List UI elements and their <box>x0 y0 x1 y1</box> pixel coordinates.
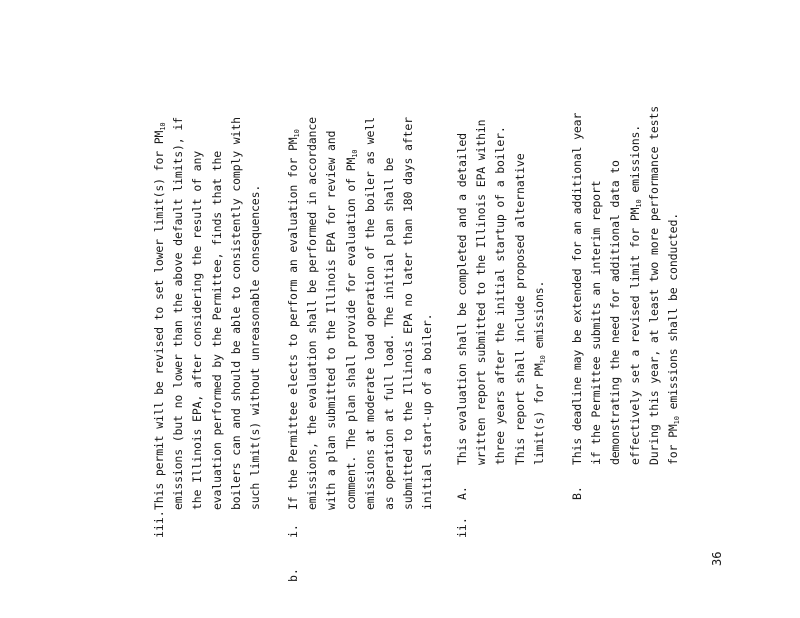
item-label-iii: iii. <box>152 510 166 538</box>
text-line: written report submitted to the Illinois EPA within <box>474 119 489 465</box>
page-number: 36 <box>710 551 724 566</box>
paragraph-ii-B <box>568 106 683 465</box>
text-line: emissions at moderate load operation of the boiler as well <box>362 117 377 510</box>
text-line: This deadline may be extended for an additional year <box>570 112 584 465</box>
item-label-b-i: i. <box>286 524 300 538</box>
text-line: the Illinois EPA, after considering the result of any <box>190 150 205 510</box>
item-label-B: B. <box>570 486 584 500</box>
text-line: emissions, the evaluation shall be performed in accordance <box>305 117 320 510</box>
text-line: if the Permittee submits an interim report <box>589 180 604 465</box>
text-line: evaluation performed by the Permittee, finds that the <box>209 150 224 510</box>
item-label-b: b. <box>286 568 300 582</box>
text-line: for $PM_{10}$ emissions shall be conducted. <box>666 212 682 465</box>
text-line: This evaluation shall be completed and a detailed <box>455 133 469 465</box>
text-line: limit(s) for $PM_{10}$ emissions. <box>531 280 547 465</box>
text-line: comment. The plan shall provide for evaluation of $PM_{10}$ <box>343 149 359 510</box>
text-line: initial start-up of a boiler. <box>420 313 435 510</box>
paragraph-iii <box>150 117 265 510</box>
text-line: as operation at full load. The initial plan shall be <box>382 157 397 510</box>
item-label-ii: ii. <box>455 517 469 538</box>
paragraph-b-i <box>284 117 438 510</box>
text-line: During this year, at least two more performance tests <box>646 105 661 465</box>
text-line: demonstrating the need for additional data to <box>608 160 623 465</box>
text-line: submitted to the Illinois EPA no later than 180 days after <box>401 117 416 510</box>
text-line: three years after the initial startup of a boiler. <box>493 126 508 465</box>
rotated-text-block <box>150 105 724 582</box>
text-line: effectively set a revised limit for $PM_{10}$ emissions. <box>627 124 643 465</box>
text-line: emissions (but no lower than the above default limits), if <box>171 117 186 510</box>
item-label-A: A. <box>455 486 469 500</box>
text-line: such limit(s) without unreasonable consequences. <box>248 184 263 510</box>
paragraph-ii-A <box>453 120 549 465</box>
text-line: This permit will be revised to set lower limit(s) for $PM_{10}$ <box>152 122 167 510</box>
text-line: boilers can and should be able to consistently comply with <box>228 117 243 510</box>
text-line: If the Permittee elects to perform an evaluation for $PM_{10}$ <box>286 129 301 510</box>
text-line: This report shall include proposed alternative <box>512 153 527 465</box>
text-line: with a plan submitted to the Illinois EPA for review and <box>324 130 339 510</box>
